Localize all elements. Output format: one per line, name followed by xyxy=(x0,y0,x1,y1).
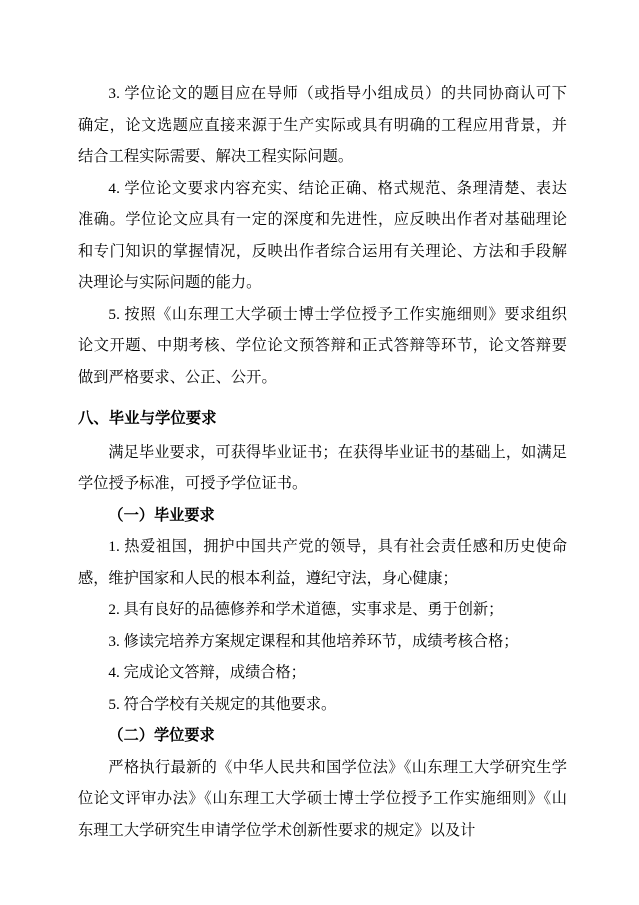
list-item: 2. 具有良好的品德修养和学术道德，实事求是、勇于创新； xyxy=(108,601,504,618)
paragraph-3: 3. 学位论文的题目应在导师（或指导小组成员）的共同协商认可下确定，论文选题应直接来源于生产实际或具有明确的工程应用背景，并结合工程实际需要、解决工程实际问题。 xyxy=(78,85,567,165)
subsection-title-graduation-requirements: （一）毕业要求 xyxy=(108,506,215,524)
subsection-title-degree-requirements: （二）学位要求 xyxy=(108,727,215,744)
list-item: 严格执行最新的《中华人民共和国学位法》《山东理工大学研究生学位论文评审办法》《山东理工大学硕士博士学位授予工作实施细则》《山东理工大学研究生申请学位学术创新性要求的规定》以及计 xyxy=(78,758,567,839)
section-intro-paragraph: 满足毕业要求，可获得毕业证书；在获得毕业证书的基础上，如满足学位授予标准，可授予学位证书。 xyxy=(78,443,568,492)
paragraph-4: 4. 学位论文要求内容充实、结论正确、格式规范、条理清楚、表达准确。学位论文应具有一定的深度和先进性，应反映出作者对基础理论和专门知识的掌握情况，反映出作者综合运用有关理论、方法和手段解决理论与实际问题的能力。 xyxy=(78,179,567,291)
list-item: 1. 热爱祖国，拥护中国共产党的领导，具有社会责任感和历史使命感，维护国家和人民的根本利益，遵纪守法，身心健康； xyxy=(78,538,567,587)
section-heading-graduation-degree: 八、毕业与学位要求 xyxy=(78,410,217,427)
list-item: 4. 完成论文答辩，成绩合格； xyxy=(108,664,306,681)
list-item: 5. 符合学校有关规定的其他要求。 xyxy=(108,695,337,713)
paragraph-5: 5. 按照《山东理工大学硕士博士学位授予工作实施细则》要求组织论文开题、中期考核、学位论文预答辩和正式答辩等环节，论文答辩要做到严格要求、公正、公开。 xyxy=(78,305,567,386)
list-item: 3. 修读完培养方案规定课程和其他培养环节，成绩考核合格； xyxy=(108,632,519,650)
